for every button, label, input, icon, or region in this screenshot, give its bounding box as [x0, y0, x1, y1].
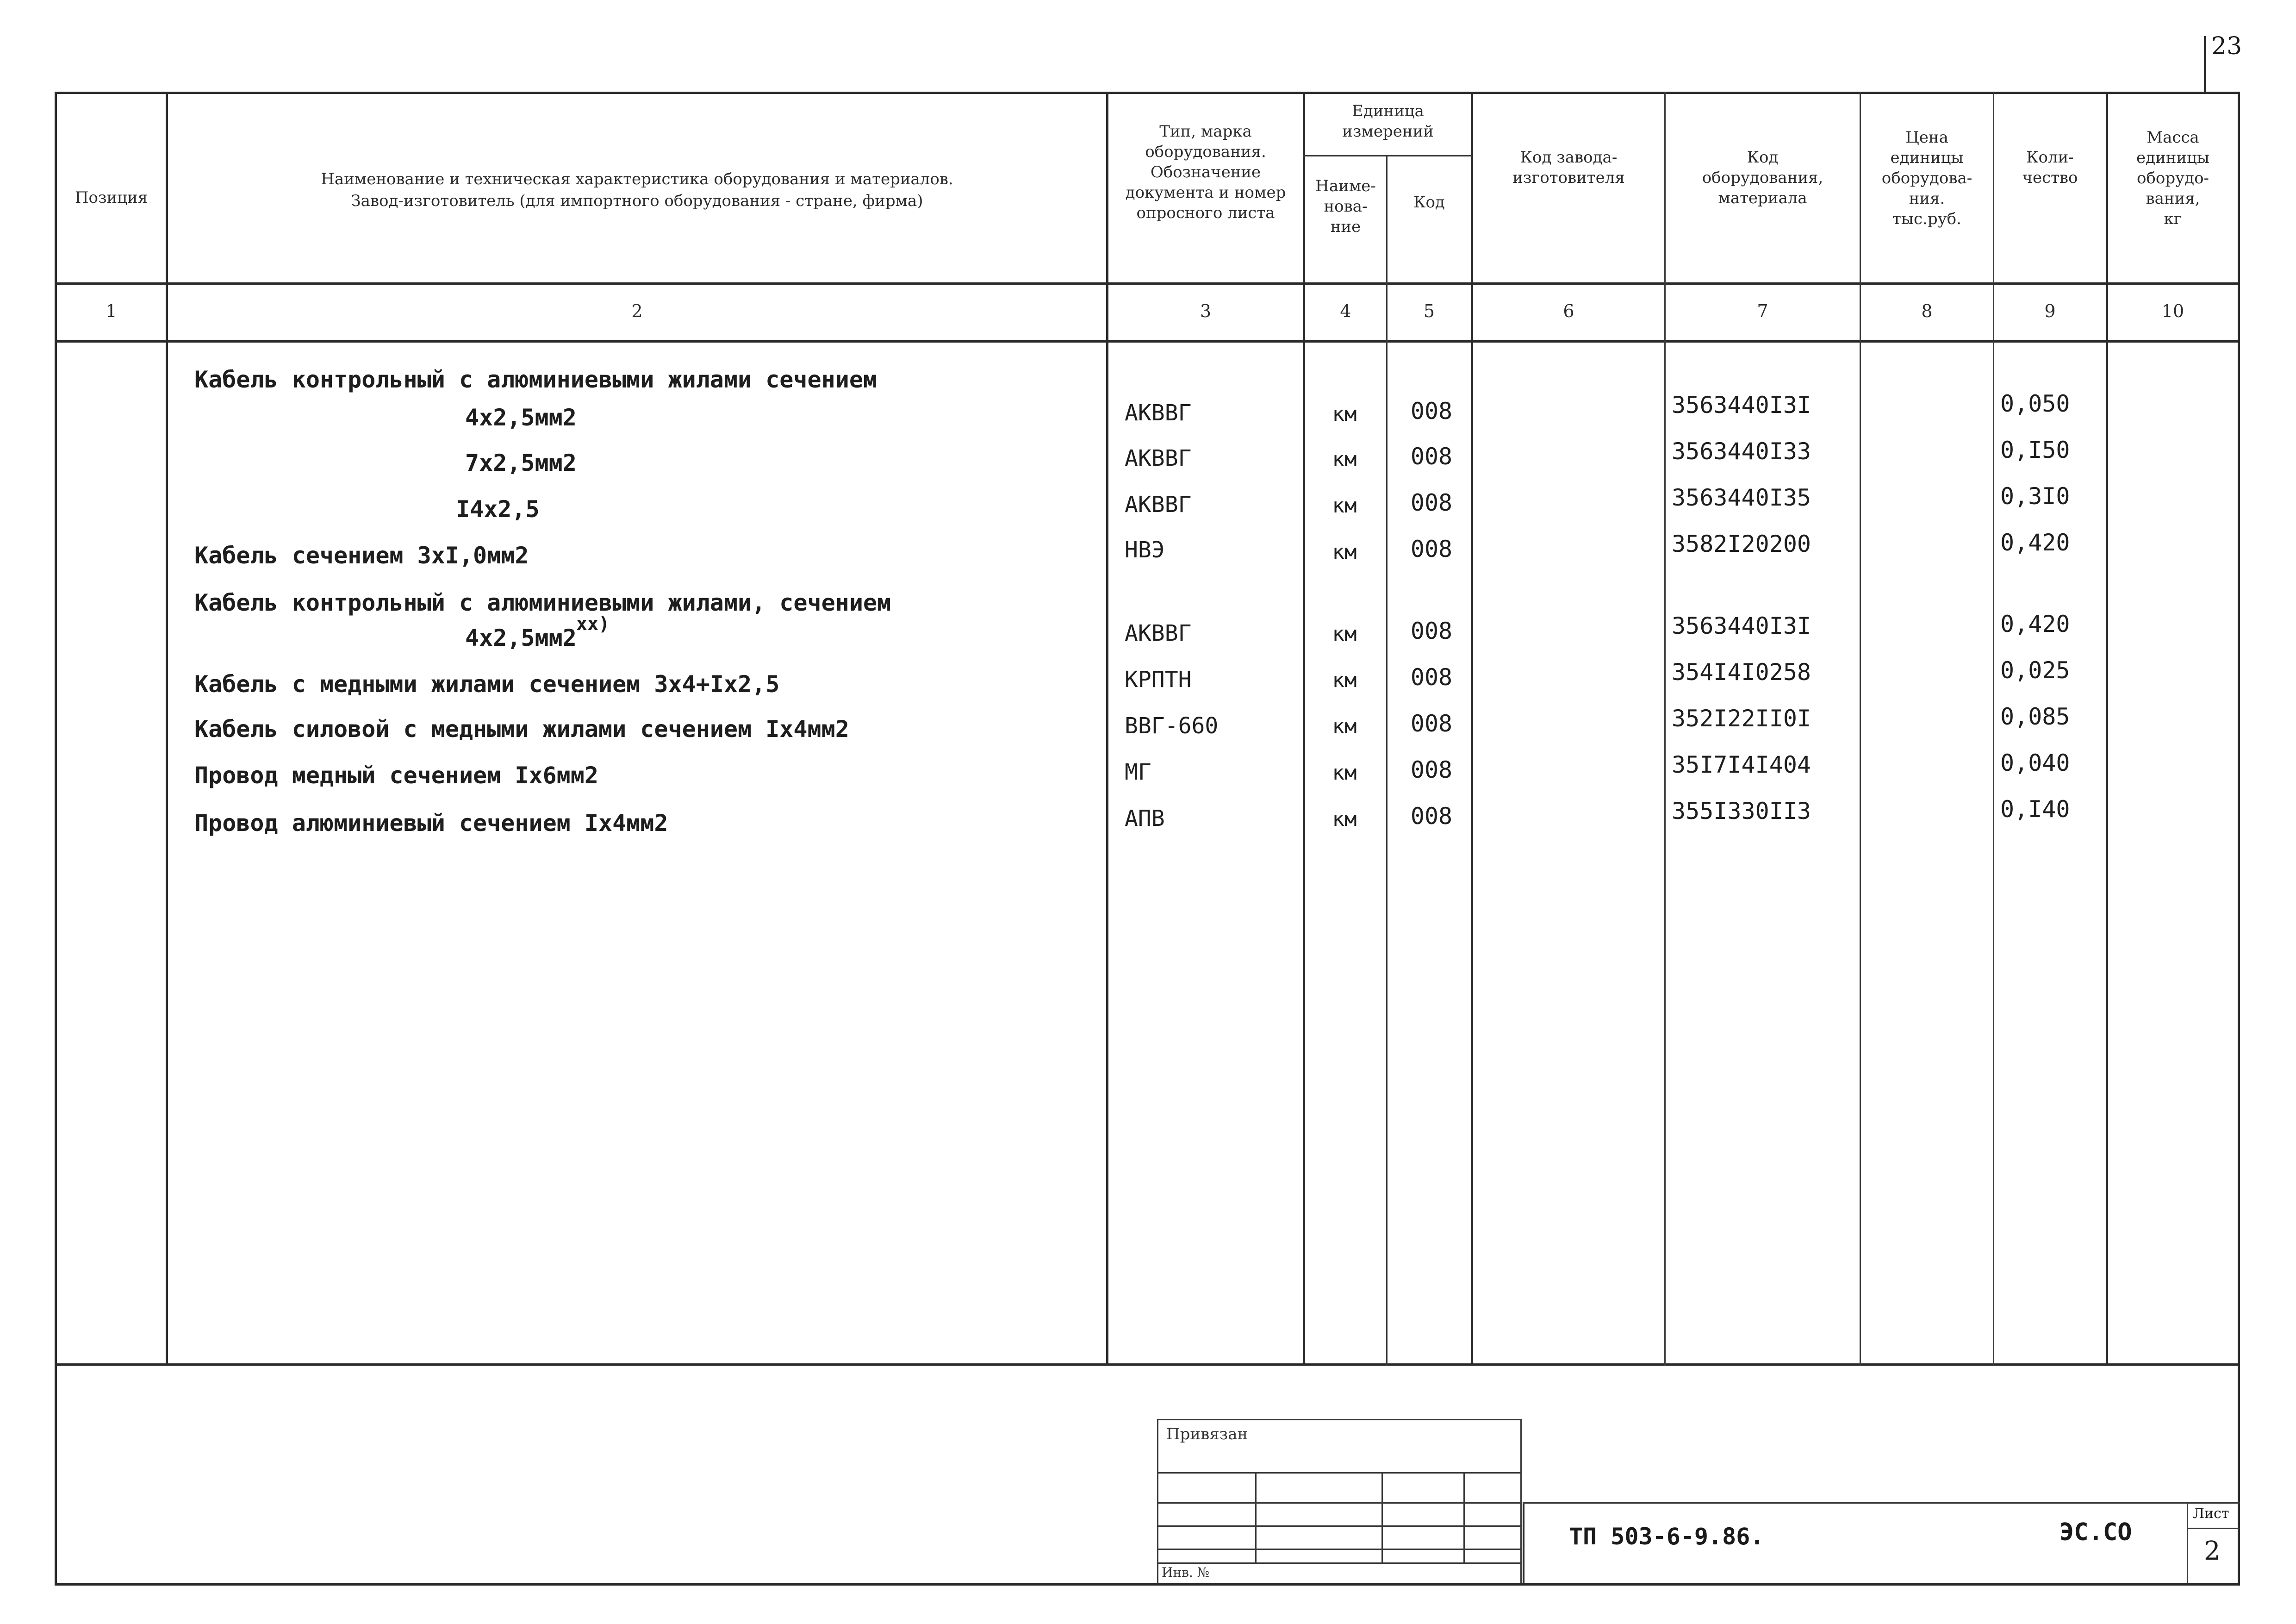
row-1-mark: АКВВГ: [1125, 400, 1192, 426]
row-3-code: 3563440I35: [1672, 484, 1811, 511]
header-price: Цена единицы оборудова- ния. тыс.руб.: [1881, 128, 1972, 228]
header-units-group: Единица измерений: [1342, 102, 1434, 141]
stamp-attached: Привязан: [1166, 1425, 1248, 1443]
header-divider: [55, 282, 2240, 285]
row-8-mark: ВВГ-660: [1125, 713, 1219, 739]
row-1-unit-code: 008: [1410, 398, 1453, 425]
header-type: Тип, марка оборудования. Обозначение документа и номер опросного листа: [1125, 122, 1286, 222]
row-10-qty: 0,I40: [2000, 796, 2070, 823]
row-6-code: 3563440I3I: [1672, 612, 1811, 639]
row-8-name: Кабель силовой с медными жилами сечением Ix4мм2: [194, 716, 849, 743]
row-7-code: 354I4I0258: [1672, 659, 1811, 686]
row-9-qty: 0,040: [2000, 750, 2070, 776]
colnum-8: 8: [1921, 301, 1933, 321]
row-3-qty: 0,3I0: [2000, 483, 2070, 510]
row-3-unit: км: [1332, 494, 1357, 518]
row-5-name: Кабель контрольный с алюминиевыми жилами, сечением: [194, 589, 891, 616]
row-10-unit: км: [1332, 807, 1357, 831]
row-7-unit-code: 008: [1410, 664, 1453, 691]
row-4-code: 3582I20200: [1672, 531, 1811, 557]
row-2-qty: 0,I50: [2000, 437, 2070, 463]
colnum-9: 9: [2044, 301, 2056, 321]
row-3-unit-code: 008: [1410, 489, 1453, 516]
row-9-unit-code: 008: [1410, 756, 1453, 783]
header-maker-code: Код завода- изготовителя: [1512, 148, 1625, 187]
row-2-unit: км: [1332, 448, 1357, 471]
row-7-qty: 0,025: [2000, 657, 2070, 684]
body-bottom: [55, 1363, 2240, 1366]
header-quantity: Коли- чество: [2022, 148, 2078, 187]
row-3-mark: АКВВГ: [1125, 492, 1192, 518]
row-3-name: I4x2,5: [456, 496, 540, 523]
row-1-qty: 0,050: [2000, 390, 2070, 417]
row-7-unit: км: [1332, 668, 1357, 692]
row-8-unit: км: [1332, 715, 1357, 738]
row-9-mark: МГ: [1125, 759, 1151, 785]
row-10-name: Провод алюминиевый сечением Ix4мм2: [194, 810, 668, 837]
colnum-4: 4: [1340, 301, 1351, 321]
row-1-unit: км: [1332, 402, 1357, 426]
sheet-label: Лист: [2193, 1505, 2229, 1522]
row-6-unit: км: [1332, 622, 1357, 646]
header-mass: Масса единицы оборудо- вания, кг: [2136, 128, 2209, 228]
row-6-note: xx): [576, 613, 610, 635]
row-6-name: 4x2,5мм2: [465, 625, 577, 651]
header-position: Позиция: [75, 188, 148, 207]
colnum-divider: [55, 340, 2240, 343]
row-8-qty: 0,085: [2000, 703, 2070, 730]
doc-code: ТП 503-6-9.86.: [1569, 1523, 1764, 1550]
row-10-unit-code: 008: [1410, 803, 1453, 830]
page-number: 23: [2211, 32, 2242, 60]
row-4-qty: 0,420: [2000, 529, 2070, 556]
row-6-qty: 0,420: [2000, 611, 2070, 637]
colnum-2: 2: [631, 301, 643, 321]
row-8-unit-code: 008: [1410, 710, 1453, 737]
row-9-code: 35I7I4I404: [1672, 751, 1811, 778]
row-10-code: 355I330II3: [1672, 798, 1811, 824]
row-4-unit-code: 008: [1410, 536, 1453, 562]
row-4-name: Кабель сечением 3xI,0мм2: [194, 542, 529, 569]
row-9-name: Провод медный сечением Ix6мм2: [194, 762, 598, 789]
colnum-5: 5: [1423, 301, 1435, 321]
frame-right: [2238, 92, 2240, 1586]
row-7-mark: КРПТН: [1125, 667, 1192, 693]
row-4-unit: км: [1332, 540, 1357, 564]
row-1-code: 3563440I3I: [1672, 392, 1811, 418]
colnum-7: 7: [1757, 301, 1768, 321]
row-4-mark: НВЭ: [1125, 537, 1165, 563]
header-unit-name: Наиме- нова- ние: [1315, 177, 1376, 236]
row-10-mark: АПВ: [1125, 806, 1165, 831]
section-code: ЭС.СО: [2060, 1518, 2132, 1546]
row-2-mark: АКВВГ: [1125, 445, 1192, 471]
row-2-code: 3563440I33: [1672, 438, 1811, 465]
header-name-line1: Наименование и техническая характеристика оборудования и материалов.: [321, 170, 953, 188]
row-6-mark: АКВВГ: [1125, 620, 1192, 646]
header-unit-code: Код: [1413, 193, 1445, 212]
colnum-3: 3: [1200, 301, 1212, 321]
row-2-unit-code: 008: [1410, 443, 1453, 470]
colnum-6: 6: [1563, 301, 1574, 321]
frame-top: [55, 92, 2240, 94]
header-name-line2: Завод-изготовитель (для импортного оборудования - стране, фирма): [351, 192, 923, 210]
colnum-10: 10: [2161, 301, 2184, 321]
row-9-unit: км: [1332, 761, 1357, 785]
stamp-inv: Инв. №: [1162, 1565, 1210, 1580]
row-7-name: Кабель с медными жилами сечением 3x4+Ix2,5: [194, 671, 780, 698]
sheet-number: 2: [2204, 1536, 2221, 1566]
row-0-name: Кабель контрольный с алюминиевыми жилами сечением: [194, 366, 877, 393]
colnum-1: 1: [106, 301, 117, 321]
row-2-name: 7x2,5мм2: [465, 450, 577, 476]
header-equip-code: Код оборудования, материала: [1702, 148, 1823, 207]
frame-bottom: [55, 1583, 2240, 1586]
row-6-unit-code: 008: [1410, 618, 1453, 644]
row-8-code: 352I22II0I: [1672, 705, 1811, 732]
row-1-name: 4x2,5мм2: [465, 404, 577, 431]
